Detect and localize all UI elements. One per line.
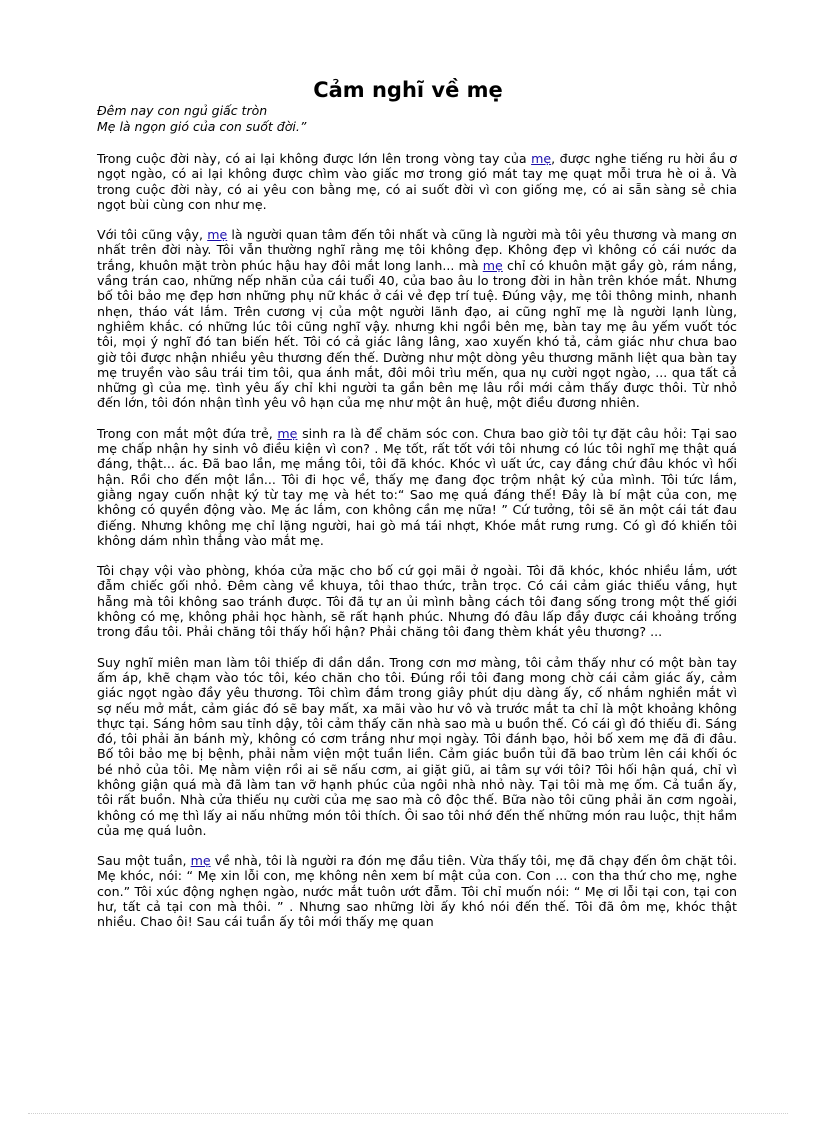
document-body: [97, 151, 737, 945]
paragraph-6-text-b: về nhà, tôi là người ra đón mẹ đầu tiên. Vừa thấy tôi, mẹ đã chạy đến ôm chặt tôi. Mẹ khóc, nói: “ Mẹ xin lỗi con, mẹ không nên xem bí mật của con. Con ... con tha thứ cho mẹ, nghe con.” Tôi xúc động nghẹn ngào, nước mắt tuôn ướt đẫm. Tôi chỉ muốn nói: “ Mẹ ơi lỗi tại con, tại con hư, tất cả tại con mà thôi. ” . Nhưng sao những lời ấy khó nói đến thế. Tôi đã ôm mẹ, khóc thật nhiều. Chao ôi! Sau cái tuần ấy tôi mới thấy mẹ quan: [97, 853, 737, 930]
paragraph-5-text: Suy nghĩ miên man làm tôi thiếp đi dần dần. Trong cơn mơ màng, tôi cảm thấy như có một bàn tay ấm áp, khẽ chạm vào tóc tôi, kéo chăn cho tôi. Đúng rồi tôi đang mong chờ cái cảm giác ấy, cảm giác ngọt ngào đầy yêu thương. Tôi chìm đắm trong giây phút dịu dàng ấy, cố nhắm nghiền mắt vì sợ nếu mở mắt, cảm giác đó sẽ bay mất, xa mãi vào hư vô và trước mắt ta chỉ là một khoảng không thực tại. Sáng hôm sau tỉnh dậy, tôi cảm thấy căn nhà sao mà u buồn thế. Có cái gì đó thiếu đi. Sáng đó, tôi phải ăn bánh mỳ, không có cơm trắng như mọi ngày. Tôi đánh bạo, hỏi bố xem mẹ đã đi đâu. Bố tôi bảo mẹ bị bệnh, phải nằm viện một tuần liền. Cảm giác buồn tủi đã bao trùm lên cái khối óc bé nhỏ của tôi. Mẹ nằm viện rồi ai sẽ nấu cơm, ai giặt giũ, ai tâm sự với tôi? Tôi hối hận quá, chỉ vì không giận quá mà đã làm tan vỡ hạnh phúc của ngôi nhà nhỏ này. Tại tôi mà mẹ ốm. Cả tuần ấy, tôi rất buồn. Nhà cửa thiếu nụ cười của mẹ sao mà cô độc thế. Bữa nào tôi cũng phải ăn cơm ngoài, không có mẹ thì lấy ai nấu những món tôi thích. Ôi sao tôi nhớ đến thế những món rau luộc, thịt hầm của mẹ quá luôn.: [97, 654, 737, 838]
paragraph-4: [97, 563, 737, 639]
paragraph-3-text-a: Trong con mắt một đứa trẻ,: [97, 425, 278, 441]
paragraph-3-text-b: sinh ra là để chăm sóc con. Chưa bao giờ tôi tự đặt câu hỏi: Tại sao mẹ chấp nhận hy sinh vô điều kiện vì con? . Mẹ tốt, rất tốt với tôi nhưng có lúc tôi nghĩ mẹ thật quá đáng, thật... ác. Đã bao lần, mẹ mắng tôi, tôi đã khóc. Khóc vì uất ức, cay đắng chứ đâu khóc vì hối hận. Rồi cho đến một lần... Tôi đi học về, thấy mẹ đang đọc trộm nhật ký của mình. Tôi tức lắm, giằng ngay cuốn nhật ký từ tay mẹ và hét to:“ Sao mẹ quá đáng thế! Đây là bí mật của con, mẹ không có quyền động vào. Mẹ ác lắm, con không cần mẹ nữa! ” Cứ tưởng, tôi sẽ ăn một cái tát đau điếng. Nhưng không mẹ chỉ lặng người, hai gò má tái nhợt, Khóe mắt rưng rưng. Có gì đó khiến tôi không dám nhìn thẳng vào mắt mẹ.: [97, 425, 738, 548]
verse-line-2: Mẹ là ngọn gió của con suốt đời.”: [97, 119, 307, 134]
paragraph-2-text-c: chỉ có khuôn mặt gầy gò, rám nắng, vầng trán cao, những nếp nhăn của cái tuổi 40, của bao âu lo trong đời in hằn trên khóe mắt. Nhưng bố tôi bảo mẹ đẹp hơn những phụ nữ khác ở cái vẻ đẹp trí tuệ. Đúng vậy, mẹ tôi thông minh, nhanh nhẹn, tháo vát lắm. Trên cương vị của một người lãnh đạo, ai cũng nghĩ mẹ là người lạnh lùng, nghiêm khắc. có những lúc tôi cũng nghĩ vậy. nhưng khi ngồi bên mẹ, bàn tay mẹ âu yếm vuốt tóc tôi, mọi ý nghĩ đó tan biến hết. Tôi có cả giác lâng lâng, xao xuyến khó tả, cảm giác như chưa bao giờ tôi được nhận nhiều yêu thương đến thế. Dường như một dòng yêu thương mãnh liệt qua bàn tay mẹ truyền vào sâu trái tim tôi, qua ánh mắt, đôi môi trìu mến, qua nụ cười ngọt ngào, ... qua tất cả những gì của mẹ. tình yêu ấy chỉ khi người ta gần bên mẹ lâu rồi mới cảm thấy được thôi. Từ nhỏ đến lớn, tôi đón nhận tình yêu vô hạn của mẹ như một ân huệ, một điều đương nhiên.: [97, 257, 738, 411]
opening-verse: [97, 103, 306, 135]
page-bottom-divider: [28, 1113, 788, 1114]
paragraph-1-text-a: Trong cuộc đời này, có ai lại không được lớn lên trong vòng tay của: [97, 151, 532, 166]
verse-line-1: Đêm nay con ngủ giấc tròn: [97, 103, 268, 118]
me-link[interactable]: mẹ: [207, 227, 228, 243]
me-link[interactable]: mẹ: [531, 151, 552, 166]
paragraph-2-text-a: Với tôi cũng vậy,: [97, 227, 208, 243]
paragraph-5: [97, 655, 737, 839]
paragraph-2: [97, 227, 737, 411]
me-link[interactable]: mẹ: [277, 425, 298, 441]
paragraph-6: [97, 853, 737, 929]
paragraph-6-text-a: Sau một tuần,: [97, 853, 191, 869]
paragraph-1-text-b: , được nghe tiếng ru hời ầu ơ ngọt ngào, có ai lại không được chìm vào giấc mơ trong gió mát tay mẹ quạt mỗi trưa hè oi ả. Và trong cuộc đời này, có ai yêu con bằng mẹ, có ai suốt đời vì con giống mẹ, có ai sẵn sàng sẻ chia ngọt bùi cùng con như mẹ.: [97, 151, 738, 212]
paragraph-4-text: Tôi chạy vội vào phòng, khóa cửa mặc cho bố cứ gọi mãi ở ngoài. Tôi đã khóc, khóc nhiều lắm, ướt đẫm chiếc gối nhỏ. Đêm càng về khuya, tôi thao thức, trằn trọc. Có cái cảm giác thiếu vắng, hụt hẫng mà tôi không sao tránh được. Tôi đã tự an ủi mình bằng cách tôi đang sống trong một thế giới không có mẹ, không phải học hành, sẽ rất hạnh phúc. Nhưng đó đâu lấp đầy được cái khoảng trống trong đầu tôi. Phải chăng tôi thấy hối hận? Phải chăng tôi đang thèm khát yêu thương? ...: [97, 563, 737, 640]
me-link[interactable]: mẹ: [482, 257, 503, 273]
me-link[interactable]: mẹ: [190, 853, 211, 869]
document-title: Cảm nghĩ về mẹ: [313, 78, 503, 102]
paragraph-1: [97, 151, 737, 212]
paragraph-3: [97, 426, 737, 548]
paragraph-2-text-b: là người quan tâm đến tôi nhất và cũng là người mà tôi yêu thương và mang ơn nhất trên đời này. Tôi vẫn thường nghĩ rằng mẹ tôi không đẹp. Không đẹp vì không có cái nước da trắng, khuôn mặt tròn phúc hậu hay đôi mắt long lanh... mà: [97, 227, 737, 273]
